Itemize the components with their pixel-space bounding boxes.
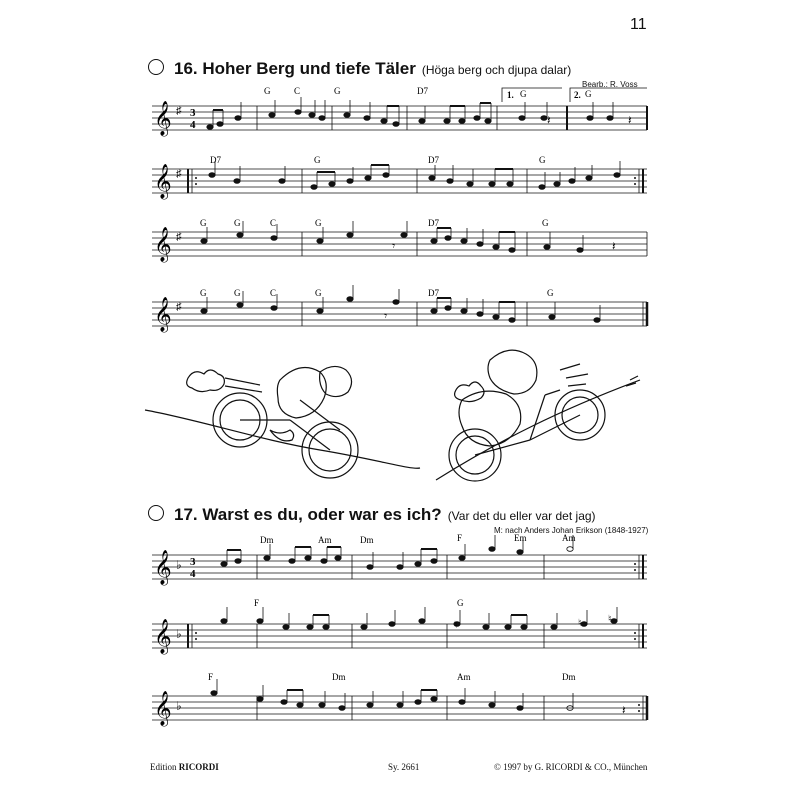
svg-text:♯: ♯ bbox=[176, 168, 182, 180]
edition-prefix: Edition bbox=[150, 762, 179, 772]
time-sig-bottom: 4 bbox=[190, 119, 196, 131]
copyright-prefix: © 1997 by bbox=[494, 762, 535, 772]
song16-staff-4 bbox=[152, 285, 647, 333]
svg-text:𝄞: 𝄞 bbox=[154, 692, 172, 725]
song16-title: 16. Hoher Berg und tiefe Täler bbox=[174, 59, 416, 78]
chord: G bbox=[539, 155, 546, 165]
svg-text:♭: ♭ bbox=[176, 558, 182, 572]
chord: D7 bbox=[428, 218, 439, 228]
svg-text:𝄾: 𝄾 bbox=[384, 309, 388, 323]
chord: Dm bbox=[562, 672, 576, 682]
svg-text:♮: ♮ bbox=[578, 618, 582, 629]
edition-name: RICORDI bbox=[178, 762, 219, 772]
chord: F bbox=[208, 672, 214, 682]
chord: G bbox=[314, 155, 321, 165]
svg-text:𝄽: 𝄽 bbox=[622, 703, 626, 717]
chord: Am bbox=[318, 535, 332, 545]
song16-staff-1 bbox=[152, 86, 647, 137]
chord: G bbox=[520, 89, 527, 99]
chord: F bbox=[254, 598, 260, 608]
svg-text:♭: ♭ bbox=[176, 699, 182, 713]
chord: Dm bbox=[332, 672, 346, 682]
svg-text:♯: ♯ bbox=[176, 301, 182, 313]
svg-text:𝄽: 𝄽 bbox=[628, 113, 632, 127]
time-sig-top: 3 bbox=[190, 556, 196, 568]
chord: G bbox=[200, 288, 207, 298]
svg-text:♯: ♯ bbox=[176, 231, 182, 243]
svg-text:𝄽: 𝄽 bbox=[612, 239, 616, 253]
chord: Am bbox=[562, 533, 576, 543]
chord: C bbox=[294, 86, 301, 96]
ending-1-label: 1. bbox=[507, 90, 514, 100]
chord: G bbox=[315, 218, 322, 228]
chord: Dm bbox=[260, 535, 274, 545]
song17-staff-1 bbox=[152, 533, 647, 586]
chord: G bbox=[234, 218, 241, 228]
song17-title: 17. Warst es du, oder war es ich? bbox=[174, 505, 442, 524]
chord: G bbox=[547, 288, 554, 298]
ending-2-label: 2. bbox=[574, 90, 581, 100]
chord: G bbox=[542, 218, 549, 228]
chord: D7 bbox=[210, 155, 221, 165]
song17-title-line bbox=[148, 504, 596, 525]
chord: G bbox=[457, 598, 464, 608]
chord: G bbox=[264, 86, 271, 96]
sharp-icon: ♯ bbox=[176, 105, 182, 117]
cyclists-illustration-icon bbox=[145, 350, 640, 481]
copyright-name: G. RICORDI & CO. bbox=[534, 762, 609, 772]
svg-text:𝄞: 𝄞 bbox=[154, 228, 172, 261]
chord: G bbox=[334, 86, 341, 96]
svg-text:𝄞: 𝄞 bbox=[154, 298, 172, 331]
song16-subtitle: (Höga berg och djupa dalar) bbox=[421, 63, 572, 77]
chord: G bbox=[234, 288, 241, 298]
svg-text:♮: ♮ bbox=[608, 614, 612, 625]
chord: C bbox=[270, 288, 277, 298]
copyright-suffix: , München bbox=[608, 762, 648, 772]
chord: F bbox=[457, 533, 463, 543]
footer-edition bbox=[150, 762, 219, 772]
svg-text:𝄞: 𝄞 bbox=[154, 165, 172, 198]
chord: C bbox=[270, 218, 277, 228]
svg-text:𝄽: 𝄽 bbox=[547, 113, 551, 127]
svg-text:𝄞: 𝄞 bbox=[154, 620, 172, 653]
time-sig-bottom: 4 bbox=[190, 568, 196, 580]
song17-credit: M: nach Anders Johan Erikson (1848-1927) bbox=[494, 526, 649, 535]
chord: Am bbox=[457, 672, 471, 682]
chord: G bbox=[315, 288, 322, 298]
song16-credit: Bearb.: R. Voss bbox=[582, 80, 638, 89]
footer-catalog: Sy. 2661 bbox=[388, 762, 420, 772]
checkbox-circle-icon[interactable] bbox=[148, 505, 164, 521]
chord: Dm bbox=[360, 535, 374, 545]
song16-staff-3 bbox=[152, 218, 647, 263]
svg-text:𝄞: 𝄞 bbox=[154, 551, 172, 584]
song17-subtitle: (Var det du eller var det jag) bbox=[447, 509, 596, 523]
chord: D7 bbox=[417, 86, 428, 96]
chord: G bbox=[585, 89, 592, 99]
svg-text:♮: ♮ bbox=[454, 620, 458, 631]
chord: D7 bbox=[428, 288, 439, 298]
chord: Em bbox=[514, 533, 527, 543]
song17-staff-3 bbox=[152, 672, 647, 727]
time-sig-top: 3 bbox=[190, 107, 196, 119]
svg-text:𝄾: 𝄾 bbox=[392, 239, 396, 253]
footer-copyright bbox=[494, 762, 647, 772]
song16-staff-2 bbox=[152, 155, 647, 200]
chord: D7 bbox=[428, 155, 439, 165]
page-number: 11 bbox=[630, 16, 647, 33]
treble-clef-icon: 𝄞 bbox=[154, 102, 172, 135]
svg-text:♭: ♭ bbox=[176, 627, 182, 641]
chord: G bbox=[200, 218, 207, 228]
song17-staff-2 bbox=[152, 598, 647, 655]
